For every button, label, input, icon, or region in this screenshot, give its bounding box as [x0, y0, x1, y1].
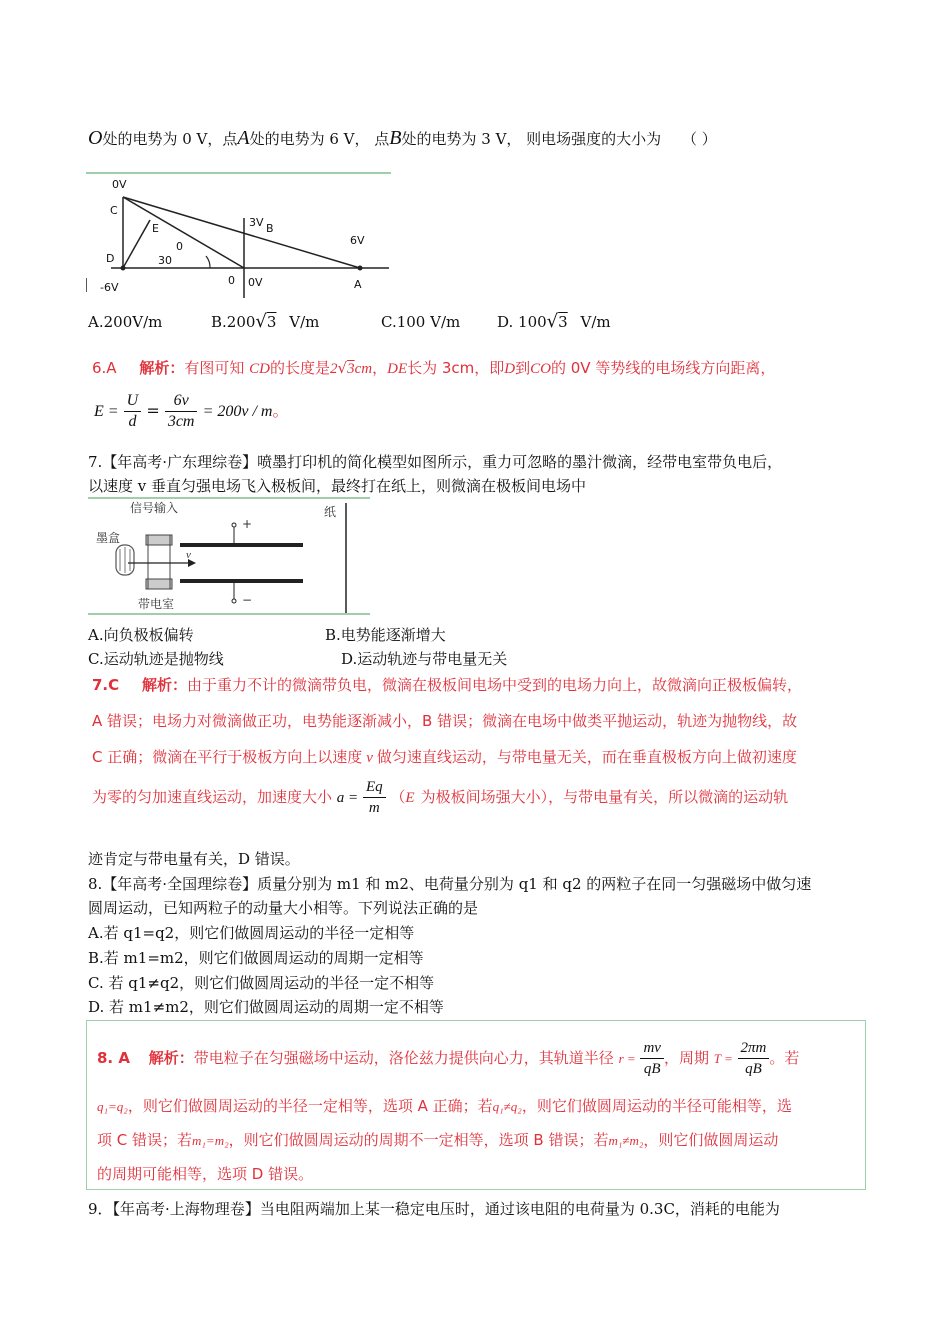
q5-option-a: A.200V/m [88, 313, 163, 331]
q5-stem: O处的电势为 0 V，点A处的电势为 6 V， 点B处的电势为 3 V， 则电场强度的大小为 （ ） [88, 127, 717, 149]
q7-option-d: D.运动轨迹与带电量无关 [341, 650, 508, 668]
label-6v: 6V [350, 234, 365, 247]
q7-analysis-line5: 迹肯定与带电量有关，D 错误。 [88, 850, 300, 868]
q5-option-d: D. 100√3 V/m [497, 311, 611, 332]
q8-stem-line2: 圆周运动，已知两粒子的动量大小相等。下列说法正确的是 [88, 899, 479, 917]
label-0v-b: 0V [248, 276, 263, 289]
label-0v: 0V [112, 178, 127, 191]
label-e: E [152, 222, 159, 235]
label-velocity: v [186, 549, 191, 561]
label-thirty: 30 [158, 254, 172, 267]
label-charge-chamber: 带电室 [138, 597, 175, 611]
q8-analysis-line2: q₁=q₂，则它们做圆周运动的半径一定相等，选项 A 正确；若q₁≠q₂，则它们做圆周运动的半径可能相等，选 [97, 1097, 792, 1115]
q7-option-b: B.电势能逐渐增大 [325, 626, 446, 644]
q5-option-b: B.200√3 V/m [211, 311, 320, 332]
q7-analysis-line3: C 正确；微滴在平行于极板方向上以速度 v 做匀速直线运动，与带电量无关，而在垂直极板方向上做初速度 [92, 748, 797, 766]
label-a: A [354, 278, 362, 291]
label-c: C [110, 204, 118, 217]
q8-option-c: C. 若 q1≠q2，则它们做圆周运动的半径一定不相等 [88, 974, 435, 992]
label-minus6v: -6V [100, 281, 119, 294]
label-signal-input: 信号输入 [130, 501, 179, 515]
q8-analysis-line4: 的周期可能相等，选项 D 错误。 [97, 1165, 314, 1183]
label-paper: 纸 [324, 505, 337, 519]
q9-stem-line1: 9．【年高考·上海物理卷】当电阻两端加上某一稳定电压时，通过该电阻的电荷量为 0.3C，消耗的电能为 [88, 1200, 780, 1218]
label-b: B [266, 222, 274, 235]
q5-analysis-formula: E = $\frac{U}{d}$ = $\frac{6v}{3cm}$ = 200v / m。 [94, 392, 289, 430]
label-3v: 3V [249, 216, 264, 229]
q7-analysis-line4: 为零的匀加速直线运动，加速度大小 a = $\frac{Eq}{m}$ （E 为极板间场强大小），与带电量有关，所以微滴的运动轨 [92, 779, 789, 816]
q8-option-d: D. 若 m1≠m2，则它们做圆周运动的周期一定不相等 [88, 998, 444, 1016]
label-zero2: 0 [228, 274, 235, 287]
q8-analysis-line3: 项 C 错误；若m₁=m₂，则它们做圆周运动的周期不一定相等，选项 B 错误；若m₁≠m₂，则它们做圆周运动 [97, 1131, 779, 1149]
q5-figure [86, 170, 391, 298]
label-zero: 0 [176, 240, 183, 253]
q8-stem-line1: 8.【年高考·全国理综卷】质量分别为 m1 和 m2、电荷量分别为 q1 和 q2 的两粒子在同一匀强磁场中做匀速 [88, 875, 812, 893]
q8-option-b: B.若 m1=m2，则它们做圆周运动的周期一定相等 [88, 949, 424, 967]
q7-stem-line2: 以速度 v 垂直匀强电场飞入极板间，最终打在纸上，则微滴在极板间电场中 [88, 477, 587, 495]
label-ink-box: 墨盒 [96, 531, 121, 545]
q8-analysis-line1: 8. A 解析：带电粒子在匀强磁场中运动，洛伦兹力提供向心力，其轨道半径 r = $\frac{mv}{qB}$ ，周期 T = $\frac{2\pi m}{qB}$ 。若 [97, 1040, 800, 1077]
q5-option-c: C.100 V/m [381, 313, 461, 331]
q7-analysis-line1: 7.C 解析：由于重力不计的微滴带负电，微滴在极板间电场中受到的电场力向上，故微滴向正极板偏转， [92, 676, 802, 694]
q7-stem-line1: 7.【年高考·广东理综卷】喷墨打印机的简化模型如图所示，重力可忽略的墨汁微滴，经带电室带负电后， [88, 453, 783, 471]
q7-option-a: A.向负极板偏转 [88, 626, 194, 644]
label-minus: − [242, 593, 253, 607]
q5-analysis-line1: 6.A 解析：有图可知 CD的长度是2√3cm，DE长为 3cm，即D到CO的 0V 等势线的电场线方向距离， [92, 359, 776, 377]
label-d: D [106, 252, 115, 265]
point-d [121, 266, 126, 271]
label-plus: + [242, 517, 253, 531]
q7-analysis-line2: A 错误；电场力对微滴做正功，电势能逐渐减小，B 错误；微滴在电场中做类平抛运动，轨迹为抛物线，故 [92, 712, 798, 730]
q8-option-a: A.若 q1=q2，则它们做圆周运动的半径一定相等 [88, 924, 415, 942]
q7-figure [88, 497, 370, 617]
q7-option-c: C.运动轨迹是抛物线 [88, 650, 224, 668]
point-a [358, 266, 363, 271]
